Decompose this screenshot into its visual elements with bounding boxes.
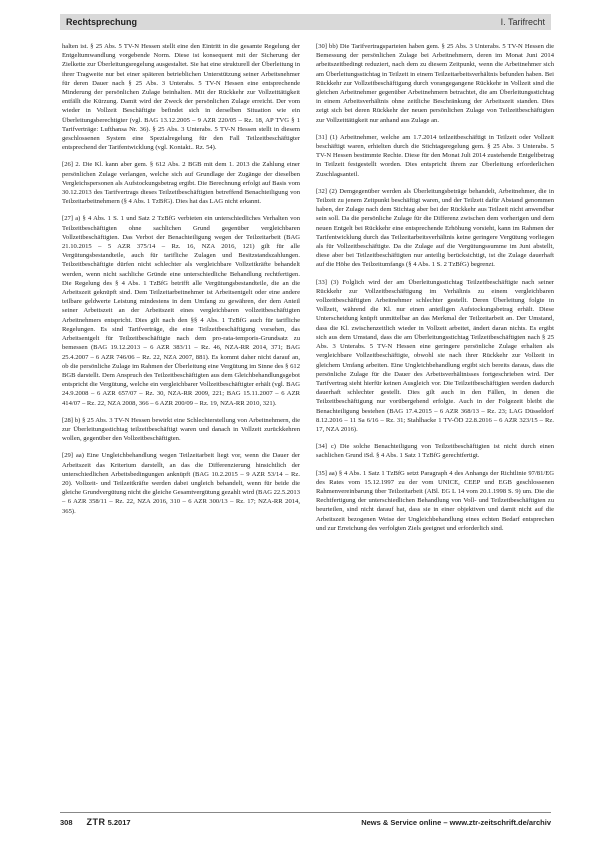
paragraph: [30] bb) Die Tarifvertragsparteien haben gem. § 25 Abs. 3 Unterabs. 5 TV-N Hessen die Bemessung der persönlichen Zulage bei Arbeitnehmern, deren im Monat Juni 2014 arbeitszeitbedingt reduziert, nach dem zu diesem Zeitpunkt, wenn die Arbeitnehmer sich am Überleitungsstichtag in Teilzeit in einem Teilzeitarbeitsverhältnis befunden haben. Bei Rückkehr zur Vollzeitbeschäftigung durch vorangegangene Rückkehr in Vollzeit sind die gleichen Arbeitnehmer gegenüber Arbeitnehmern betrachtet, die am Überleitungsstichtag in einem Arbeitsverhältnis ohne zeitliche Beschränkung der Arbeitszeit standen. Dies zeigt sich bei deren Rückkehr der neuen persönlichen Zulage von Teilzeitbeschäftigten zur Vollzeittätigkeit nur anhand aus Zulage an. [316,43,554,124]
page-footer [60,812,551,827]
page-number: 308 [60,818,73,827]
journal-issue: 5.2017 [107,818,131,827]
right-column [316,42,554,541]
footer-left [60,817,131,827]
website-link[interactable]: News & Service online – www.ztr-zeitschrift.de/archiv [361,818,551,827]
paragraph: halten ist. § 25 Abs. 5 TV-N Hessen stellt eine den Eintritt in die gesamte Regelung der Entgeltumwandlung vorgebende Norm. Diese ist konsequent mit der Sicherung der Zielkette zur Überleitungsregelung ausgestaltet. Sie hat eine strukturell der Überleitung in ihrer Tragweite nur bei einer späteren betrieblichen Unterstützung seiner Arbeitsnehmer für deren Dauer nach § 25 Abs. 3 Unterabs. 5 TV-N Hessen eine entsprechende Minderung der persönlichen Zulage beinhalten. Mit der Rückkehr zur Vollzeittätigkeit entfällt die Kürzung. Damit wird der Zweck der persönlichen Zulage erreicht. Der vom wieder in Vollzeit Beschäftigte befindet sich in derselben Situation wie ein Überleitungsberechtigter (vgl. BAG 13.12.2005 – 9 AZR 220/05 – Rz. 18, AP TVG § 1 Tarifverträge: Lufthansa Nr. 36). § 25 Abs. 3 Unterabs. 5 TV-N Hessen stellt in diesem geschlossenen System eine Spezialregelung für den Fall Teilzeitbeschäftigter entsprechend der Tarifentwicklung (vgl. Kontakt.. Rz. 54). [62,43,300,152]
left-column [62,42,300,524]
paragraph: [29] aa) Eine Ungleichbehandlung wegen Teilzeitarbeit liegt vor, wenn die Dauer der Arbeitszeit das Kriterium darstellt, an das die Differenzierung hinsichtlich der unterschiedlichen Arbeitsbedingungen anknüpft (BAG 10.2.2015 – 9 AZR 53/14 – Rz. 20). Vollzeit- und Teilzeitkräfte werden dabei ungleich behandelt, wenn für beide die gleiche Grundvergütung nicht die gleiche Gesamtvergütung gezahlt wird (BAG 22.5.2013 – 6 AZR 358/11 – Rz. 22, NZA 2016, 310 – 6 AZR 300/13 – Rz. 17; NZA-RR 2014, 365). [62,452,300,515]
paragraph: [32] (2) Demgegenüber werden als Überleitungsbeträge behandelt, Arbeitnehmer, die in Teilzeit zu jenem Zeitpunkt beschäftigt waren, und der Teilzeit dafür Abstand genommen haben, der Zulage nach dem Stichtag aber bei der Rückkehr aus Teilzeit nicht anwendbar sein soll. Da die persönliche Zulage für die Differenz zwischen dem vorherigen und dem neuen Entgelt bei Rückkehr eine entsprechende Erhöhung vorsieht, kann im Rahmen der Tarifentwicklung durch das Teilzeitarbeitsverhältnis keine geringere Vergütung vorliegen als für Vollzeitbeschäftigte. Da die Zulage auf die Vergütungssumme im Juni abstellt, diese aber bei Teilzeitbeschäftigten nur anteilig berücksichtigt, ist die Zulage dauerhaft auf die Höhe des Teilzeitumfangs (§ 4 Abs. 1 S. 2 TzBfG) begrenzt. [316,187,554,269]
paragraph: [28] b) § 25 Abs. 3 TV-N Hessen bewirkt eine Schlechterstellung von Arbeitnehmern, die zur Überleitungsstichtag teilzeitbeschäftigt waren und danach in Vollzeit zurückkehren wollen, gegenüber den Vollzeitbeschäftigten. [62,416,300,443]
journal-info [87,817,131,827]
page-header [60,14,551,30]
paragraph: [33] (3) Folglich wird der am Überleitungsstichtag Teilzeitbeschäftigte nach seiner Rückkehr zur Vollzeitbeschäftigung im Verhältnis zu einem vergleichbaren vollzeitbeschäftigten Arbeitnehmer schlechter gestellt. Deren Überleitung folgte in Vollzeit, während die Kl. nur einen anteiligen Aufstockungsbetrag erhält. Diese Unterscheidung knüpft unmittelbar an das Merkmal der Teilzeitarbeit an. Der Umstand, dass die Kl. zwischenzeitlich wieder in Vollzeit arbeitet, ändert daran nichts. Es ergibt sich aus dem Umstand, dass die am Überleitungsstichtag Teilzeitbeschäftigten nach § 25 Abs. 3 Unterabs. 5 TV-N Hessen eine geringere persönliche Zulage erhalten als vergleichbare Vollzeitbeschäftigte, obwohl sie nach ihrer Rückkehr zur Vollzeit in gleichem Umfang arbeiten. Eine Ungleichbehandlung ergibt sich bereits daraus, dass die persönliche Zulage für die Dauer des Arbeitsverhältnisses fortgeschrieben wird. Der Tarifvertrag sieht hierfür keinen Ausgleich vor. Die Teilzeitbeschäftigten werden dadurch dauerhaft schlechter gestellt. Dies gilt auch in den Fällen, in denen die Teilzeitbeschäftigung nur vorübergehend erfolgte. Auch in der Folgezeit bleibt die Benachteiligung bestehen (BAG 17.4.2015 – 6 AZR 368/13 – Rz. 23; LAG Düsseldorf 8.12.2016 – 11 Sa 6/16 – Rz. 31; Stahlhacke 1 TV-ÖD 22.8.2016 – 6 AZR 323/15 – Rz. 17, NZA 2016). [316,278,554,433]
paragraph: [34] c) Die solche Benachteiligung von Teilzeitbeschäftigten ist nicht durch einen sachlichen Grund iSd. § 4 Abs. 1 Satz 1 TzBfG gerechtfertigt. [316,443,554,460]
paragraph: [35] aa) § 4 Abs. 1 Satz 1 TzBfG setzt Paragraph 4 des Anhangs der Richtlinie 97/81/EG des Rates vom 15.12.1997 zu der vom UNICE, CEEP und EGB geschlossenen Rahmenvereinbarung über Teilzeitarbeit (ABl. EG L 14 vom 20.1.1998 S. 9) um. Die die Rechtfertigung der unterschiedlichen Behandlung von Voll- und Teilzeitbeschäftigten zu beurteilen, sind nicht darauf hat, dass sie in einer objektiven und damit nicht auf die Arbeitszeit bezogenen Weise der Ungleichbehandlung eines echten Bedarf entsprechen und zur Erreichung des verfolgten Ziels geeignet und erforderlich sind. [316,469,554,532]
paragraph: [31] (1) Arbeitnehmer, welche am 1.7.2014 teilzeitbeschäftigt in Teilzeit oder Vollzeit beschäftigt waren, erhielten durch die Stichtagsregelung gem. § 25 Abs. 3 Unterabs. 5 TV-N Hessen bestimmte Rechte. Diese für den Monat Juli 2014 zustehende Entgeltbetrag in Teilzeit festgestellt worden. Dies entspricht ihrem zur Überleitung erforderlichen Zuschlagsanteil. [316,133,554,178]
paragraph: [27] a) § 4 Abs. 1 S. 1 und Satz 2 TzBfG verbieten ein unterschiedliches Verhalten von Teilzeitbeschäftigten ohne sachlichen Grund gegenüber vergleichbaren Vollzeitbeschäftigten. Das Verbot der Benachteiligung wegen der Teilzeitarbeit (BAG 21.10.2015 – 5 AZR 375/14 – Rz. 16, NZA 2016, 121) gilt für alle Vergütungsbestandteile, auch für tarifliche Zulagen und Besitzstandszahlungen. Teilzeitbeschäftigte dürfen nicht schlechter als vergleichbare Vollzeitkräfte behandelt werden, wenn nicht sachliche Gründe eine unterschiedliche Behandlung rechtfertigen. Die Regelung des § 4 Abs. 1 TzBfG betrifft alle Vergütungsbestandteile, die an die Arbeitszeit geknüpft sind. Dem Teilzeitarbeitnehmer ist Arbeitsentgelt oder eine andere teilbare geldwerte Leistung mindestens in dem Umfang zu gewähren, der dem Anteil seiner Arbeitszeit an der Arbeitszeit eines vergleichbaren vollzeitbeschäftigten Arbeitnehmers entspricht. Dies gilt nach den §§ 4 Abs. 1 TzBfG auch für tarifliche Regelungen. Es sind Tarifverträge, die eine Teilzeitbeschäftigung vorsehen, das Arbeitsentgelt für Teilzeitbeschäftigte nach dem pro-rata-temporis-Grundsatz zu bemessen (BAG 19.12.2013 – 6 AZR 383/11 – Rz. 46, NZA-RR 2014, 371; BAG 25.4.2007 – 6 AZR 746/06 – Rz. 22, NZA 2007, 881). Es kommt daher nicht darauf an, ob die persönliche Zulage im Rahmen der Überleitung eine Vergütung im Sinne des § 612 BGB darstellt. Dem Anspruch des Teilzeitbeschäftigten aus dem Gleichbehandlungsgebot entspricht die Vergütung, welche ein vergleichbarer Vollzeitbeschäftigter erhält (vgl. BAG 24.9.2008 – 6 AZR 657/07 – Rz. 30, NZA-RR 2009, 221; BAG 15.11.2007 – 6 AZR 414/07 – Rz. 22, NZA 2008, 366 – 6 AZR 200/09 – Rz. 19, NZA-RR 2010, 321). [62,215,300,407]
journal-name: ZTR [86,817,106,827]
section-title: Rechtsprechung [66,17,138,27]
subsection-title: I. Tarifrecht [500,17,545,27]
paragraph: [26] 2. Die Kl. kann aber gem. § 612 Abs. 2 BGB mit dem 1. 2013 die Zahlung einer persönlichen Zulage verlangen, welche sich auf Grundlage der Zugänge der dieselben Vergleichspersonen als Aufstockungsbetrag ergibt. Die Berechnung erfolgt auf Basis vom 30.12.2013 des Tarifvertrags dieses Teilzeitbeschäftigten betreffend Benachteiligung von Teilzeitarbeitnehmern (§ 4 Abs. 1 TzBfG). Dies hat das LAG nicht erkannt. [62,161,300,206]
